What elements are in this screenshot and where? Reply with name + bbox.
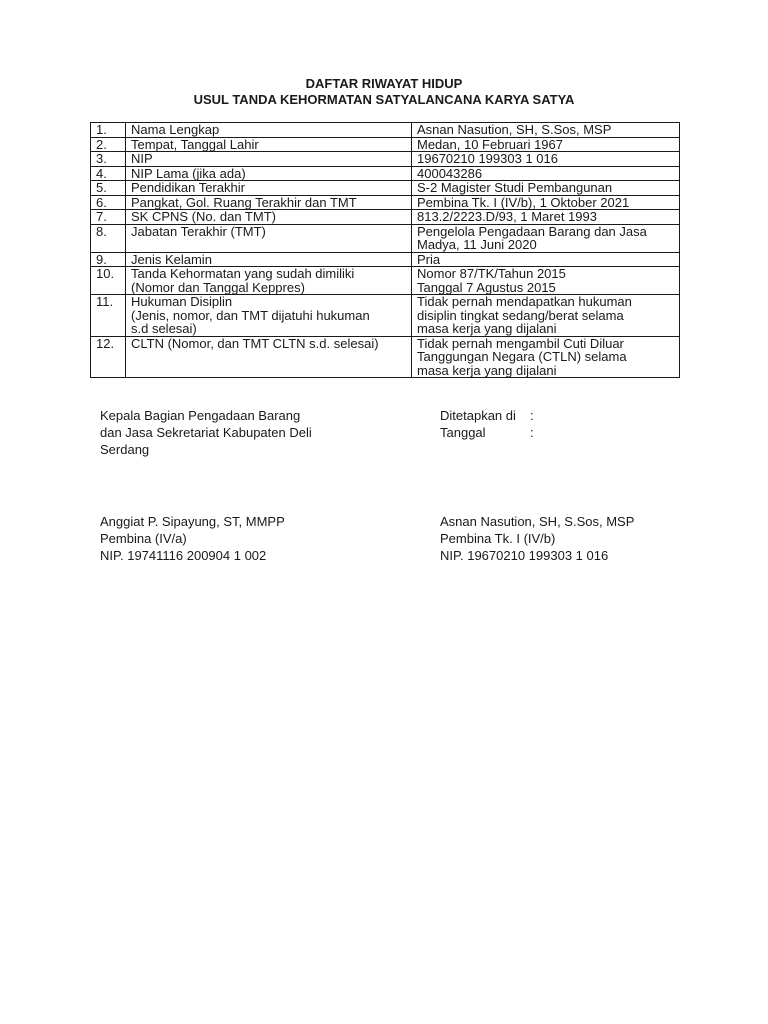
row-label: Tanda Kehormatan yang sudah dimiliki (Nomor dan Tanggal Keppres) <box>126 267 412 295</box>
row-value: Nomor 87/TK/Tahun 2015 Tanggal 7 Agustus 2015 <box>412 267 680 295</box>
row-value: Pembina Tk. I (IV/b), 1 Oktober 2021 <box>412 195 680 210</box>
row-label: Pendidikan Terakhir <box>126 181 412 196</box>
table-row <box>91 123 680 138</box>
table-row <box>91 166 680 181</box>
right-signer <box>440 513 680 564</box>
position-line-2: dan Jasa Sekretariat Kabupaten Deli <box>100 425 312 440</box>
table-row <box>91 181 680 196</box>
row-label: Hukuman Disiplin (Jenis, nomor, dan TMT dijatuhi hukuman s.d selesai) <box>126 295 412 337</box>
right-signer-rank: Pembina Tk. I (IV/b) <box>440 531 556 546</box>
biodata-table <box>90 122 680 378</box>
table-row <box>91 210 680 225</box>
table-row <box>91 267 680 295</box>
row-label: SK CPNS (No. dan TMT) <box>126 210 412 225</box>
date-separator: : <box>530 425 534 440</box>
row-value: S-2 Magister Studi Pembangunan <box>412 181 680 196</box>
biodata-table-body <box>91 123 680 378</box>
row-label: CLTN (Nomor, dan TMT CLTN s.d. selesai) <box>126 336 412 378</box>
row-value: 19670210 199303 1 016 <box>412 152 680 167</box>
row-value: 400043286 <box>412 166 680 181</box>
row-number: 12. <box>91 336 126 378</box>
left-signatory-position <box>100 407 360 458</box>
row-number: 2. <box>91 137 126 152</box>
row-number: 11. <box>91 295 126 337</box>
row-label: NIP Lama (jika ada) <box>126 166 412 181</box>
right-signer-name: Asnan Nasution, SH, S.Sos, MSP <box>440 514 635 529</box>
issuance-fields <box>440 407 680 441</box>
row-value: Medan, 10 Februari 1967 <box>412 137 680 152</box>
row-number: 1. <box>91 123 126 138</box>
document-title <box>0 76 768 108</box>
row-label: Pangkat, Gol. Ruang Terakhir dan TMT <box>126 195 412 210</box>
table-row <box>91 252 680 267</box>
row-number: 9. <box>91 252 126 267</box>
row-value: Pengelola Pengadaan Barang dan Jasa Madya, 11 Juni 2020 <box>412 224 680 252</box>
table-row <box>91 336 680 378</box>
row-value: Tidak pernah mengambil Cuti Diluar Tanggungan Negara (CTLN) selama masa kerja yang dijalani <box>412 336 680 378</box>
row-value: Pria <box>412 252 680 267</box>
table-row <box>91 152 680 167</box>
position-line-3: Serdang <box>100 442 150 457</box>
table-row <box>91 195 680 210</box>
row-label: NIP <box>126 152 412 167</box>
row-number: 8. <box>91 224 126 252</box>
table-row <box>91 224 680 252</box>
row-number: 10. <box>91 267 126 295</box>
right-signer-nip: NIP. 19670210 199303 1 016 <box>440 548 609 563</box>
row-label: Jabatan Terakhir (TMT) <box>126 224 412 252</box>
date-label: Tanggal <box>440 425 486 440</box>
row-number: 3. <box>91 152 126 167</box>
row-number: 6. <box>91 195 126 210</box>
row-value: Tidak pernah mendapatkan hukuman disiplin tingkat sedang/berat selama masa kerja yang dijalani <box>412 295 680 337</box>
left-signer-nip: NIP. 19741116 200904 1 002 <box>100 548 267 563</box>
title-line-2: USUL TANDA KEHORMATAN SATYALANCANA KARYA SATYA <box>193 92 575 107</box>
left-signer <box>100 513 360 564</box>
row-number: 7. <box>91 210 126 225</box>
title-line-1: DAFTAR RIWAYAT HIDUP <box>305 76 463 91</box>
row-number: 5. <box>91 181 126 196</box>
row-value: 813.2/2223.D/93, 1 Maret 1993 <box>412 210 680 225</box>
left-signer-name: Anggiat P. Sipayung, ST, MMPP <box>100 514 285 529</box>
row-number: 4. <box>91 166 126 181</box>
issued-at-separator: : <box>530 408 534 423</box>
row-label: Nama Lengkap <box>126 123 412 138</box>
table-row <box>91 137 680 152</box>
date-field <box>440 424 680 441</box>
issued-at-label: Ditetapkan di <box>440 408 516 423</box>
row-label: Jenis Kelamin <box>126 252 412 267</box>
row-label: Tempat, Tanggal Lahir <box>126 137 412 152</box>
row-value: Asnan Nasution, SH, S.Sos, MSP <box>412 123 680 138</box>
position-line-1: Kepala Bagian Pengadaan Barang <box>100 408 301 423</box>
issued-at-field <box>440 407 680 424</box>
left-signer-rank: Pembina (IV/a) <box>100 531 187 546</box>
table-row <box>91 295 680 337</box>
